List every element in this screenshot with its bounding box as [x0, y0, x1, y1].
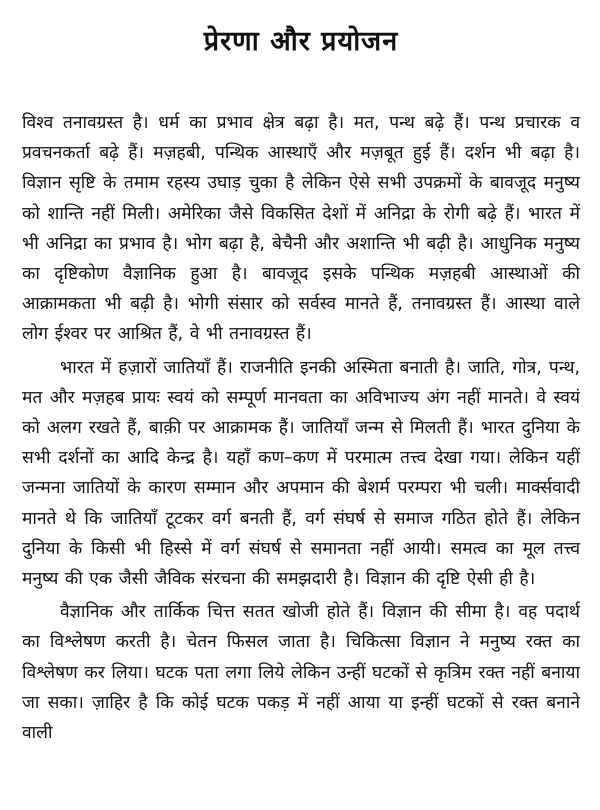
paragraph-3: वैज्ञानिक और तार्किक चित्त सतत खोजी होते हैं। विज्ञान की सीमा है। वह पदार्थ का विश्लेषण करती है। चेतन फिसल जाता है। चिकित्सा विज्ञान ने मनुष्य रक्त का विश्लेषण कर लिया। घटक पता लगा लिये लेकिन उन्हीं घटकों से कृत्रिम रक्त नहीं बनाया जा सका। ज़ाहिर है कि कोई घटक पकड़ में नहीं आया या इन्हीं घटकों से रक्त बनाने वाली	[22, 602, 580, 744]
paragraph-2: भारत में हज़ारों जातियाँ हैं। राजनीति इनकी अस्मिता बनाती है। जाति, गोत्र, पन्थ, मत और मज़हब प्रायः स्वयं को सम्पूर्ण मानवता का अविभाज्य अंग नहीं मानते। वे स्वयं को अलग रखते हैं, बाक़ी पर आक्रामक हैं। जातियाँ जन्म से मिलती हैं। भारत दुनिया के सभी दर्शनों का आदि केन्द्र है। यहाँ कण–कण में परमात्म तत्त्व देखा गया। लेकिन यहीं जन्मना जातियों के कारण सम्मान और अपमान की बेशर्म परम्परा भी चली। मार्क्सवादी मानते थे कि जातियाँ टूटकर वर्ग बनती हैं, वर्ग संघर्ष से समाज गठित होते हैं। लेकिन दुनिया के किसी भी हिस्से में वर्ग संघर्ष से समानता नहीं आयी। समत्व का मूल तत्त्व मनुष्य की एक जैसी जैविक संरचना की समझदारी है। विज्ञान की दृष्टि ऐसी ही है।	[22, 357, 580, 590]
paragraph-1: विश्व तनावग्रस्त है। धर्म का प्रभाव क्षेत्र बढ़ा है। मत, पन्थ बढ़े हैं। पन्थ प्रचारक व प्रवचनकर्ता बढ़े हैं। मज़हबी, पन्थिक आस्थाएँ और मज़बूत हुई हैं। दर्शन भी बढ़ा है। विज्ञान सृष्टि के तमाम रहस्य उघाड़ चुका है लेकिन ऐसे सभी उपक्रमों के बावजूद मनुष्य को शान्ति नहीं मिली। अमेरिका जैसे विकसित देशों में अनिद्रा के रोगी बढ़े हैं। भारत में भी अनिद्रा का प्रभाव है। भोग बढ़ा है, बेचैनी और अशान्ति भी बढ़ी है। आधुनिक मनुष्य का दृष्टिकोण वैज्ञानिक हुआ है। बावजूद इसके पन्थिक मज़हबी आस्थाओं की आक्रामकता भी बढ़ी है। भोगी संसार को सर्वस्व मानते हैं, तनावग्रस्त हैं। आस्था वाले लोग ईश्वर पर आश्रित हैं, वे भी तनावग्रस्त हैं।	[22, 113, 580, 345]
body-text	[22, 108, 580, 748]
page-title: प्रेरणा और प्रयोजन	[203, 26, 399, 57]
